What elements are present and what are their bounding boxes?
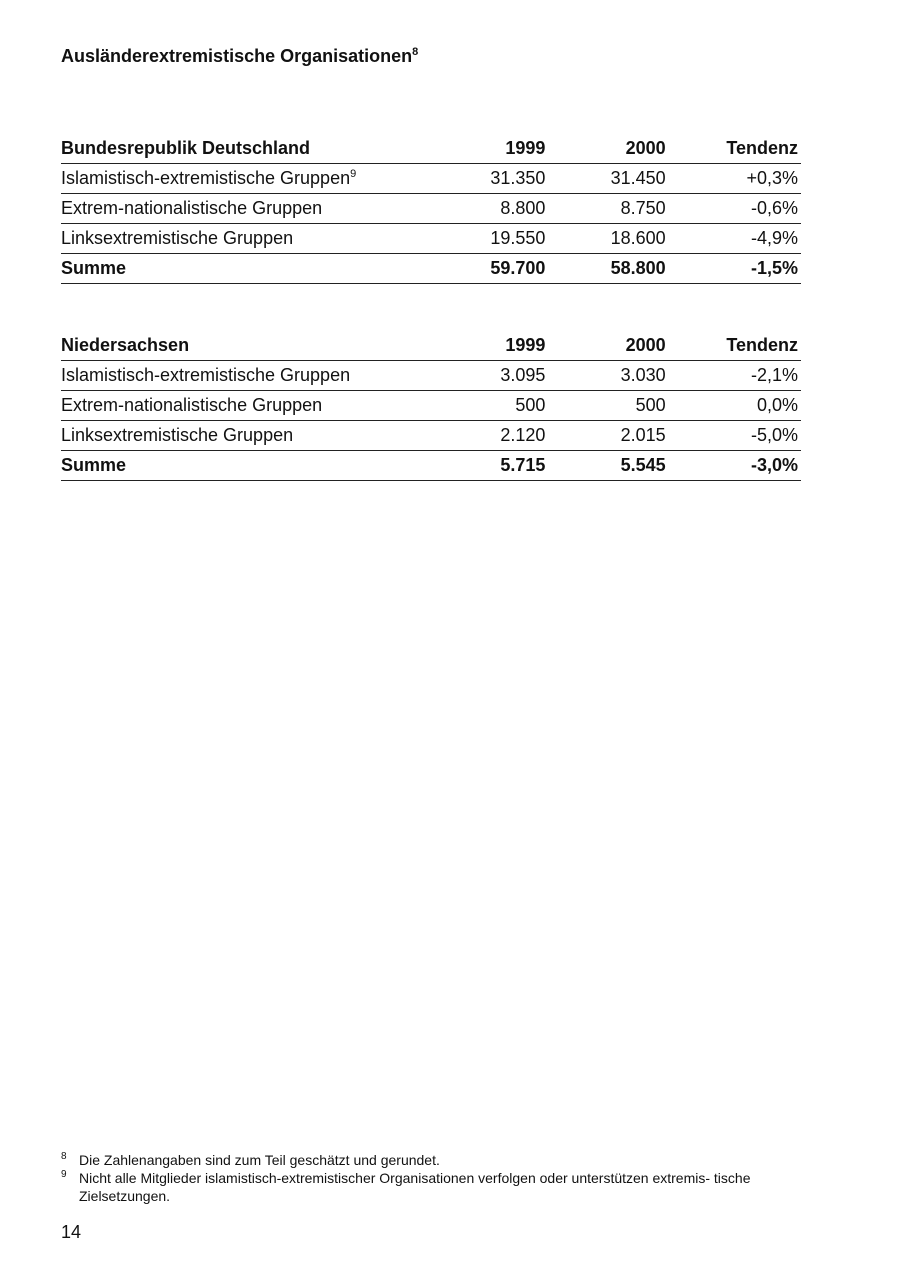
page-title xyxy=(61,46,418,67)
table-niedersachsen xyxy=(61,331,801,481)
cell-1999: 2.120 xyxy=(460,421,546,451)
footnote-mark: 9 xyxy=(61,1169,67,1180)
col-header-trend: Tendenz xyxy=(666,331,801,361)
table-row xyxy=(61,224,801,254)
table-header-row xyxy=(61,134,801,164)
row-label-text: Islamistisch-extremistische Gruppen xyxy=(61,168,351,188)
page-title-text: Ausländerextremistische Organisationen xyxy=(61,46,413,66)
footnote-text: Die Zahlenangaben sind zum Teil geschätzt und gerundet. xyxy=(79,1152,440,1168)
footnote xyxy=(61,1169,801,1205)
sum-label: Summe xyxy=(61,451,460,481)
row-label: Islamistisch-extremistische Gruppen xyxy=(61,361,460,391)
page-number: 14 xyxy=(61,1222,82,1242)
cell-2000: 2.015 xyxy=(545,421,665,451)
row-label: Extrem-nationalistische Gruppen xyxy=(61,194,460,224)
sum-1999: 59.700 xyxy=(460,254,546,284)
footnote xyxy=(61,1151,801,1169)
cell-2000: 500 xyxy=(545,391,665,421)
cell-trend: +0,3% xyxy=(666,164,801,194)
table-bundesrepublik xyxy=(61,134,801,284)
col-header-2000: 2000 xyxy=(545,331,665,361)
table-row xyxy=(61,391,801,421)
cell-1999: 31.350 xyxy=(460,164,546,194)
table-row xyxy=(61,164,801,194)
cell-trend: -2,1% xyxy=(666,361,801,391)
sum-2000: 5.545 xyxy=(545,451,665,481)
region-header: Niedersachsen xyxy=(61,331,460,361)
sum-label: Summe xyxy=(61,254,460,284)
cell-trend: -0,6% xyxy=(666,194,801,224)
cell-1999: 19.550 xyxy=(460,224,546,254)
footnotes xyxy=(61,1151,801,1205)
region-header: Bundesrepublik Deutschland xyxy=(61,134,460,164)
footnote-text: Nicht alle Mitglieder islamistisch-extremistischer Organisationen verfolgen oder unterstützen extremis- tische Zielsetzungen. xyxy=(79,1170,751,1204)
cell-trend: 0,0% xyxy=(666,391,801,421)
table-row xyxy=(61,361,801,391)
row-footnote-ref: 9 xyxy=(350,168,357,180)
row-label: Linksextremistische Gruppen xyxy=(61,224,460,254)
cell-1999: 3.095 xyxy=(460,361,546,391)
col-header-2000: 2000 xyxy=(545,134,665,164)
sum-trend: -1,5% xyxy=(666,254,801,284)
row-label: Extrem-nationalistische Gruppen xyxy=(61,391,460,421)
cell-2000: 18.600 xyxy=(545,224,665,254)
col-header-1999: 1999 xyxy=(460,134,546,164)
col-header-1999: 1999 xyxy=(460,331,546,361)
sum-row xyxy=(61,451,801,481)
table-header-row xyxy=(61,331,801,361)
sum-row xyxy=(61,254,801,284)
table-row xyxy=(61,194,801,224)
cell-1999: 500 xyxy=(460,391,546,421)
cell-trend: -4,9% xyxy=(666,224,801,254)
row-label: Linksextremistische Gruppen xyxy=(61,421,460,451)
sum-2000: 58.800 xyxy=(545,254,665,284)
title-footnote-ref: 8 xyxy=(412,46,419,58)
cell-2000: 8.750 xyxy=(545,194,665,224)
col-header-trend: Tendenz xyxy=(666,134,801,164)
table-row xyxy=(61,421,801,451)
cell-2000: 3.030 xyxy=(545,361,665,391)
sum-1999: 5.715 xyxy=(460,451,546,481)
sum-trend: -3,0% xyxy=(666,451,801,481)
footnote-mark: 8 xyxy=(61,1151,67,1162)
cell-trend: -5,0% xyxy=(666,421,801,451)
cell-1999: 8.800 xyxy=(460,194,546,224)
row-label xyxy=(61,164,460,194)
cell-2000: 31.450 xyxy=(545,164,665,194)
